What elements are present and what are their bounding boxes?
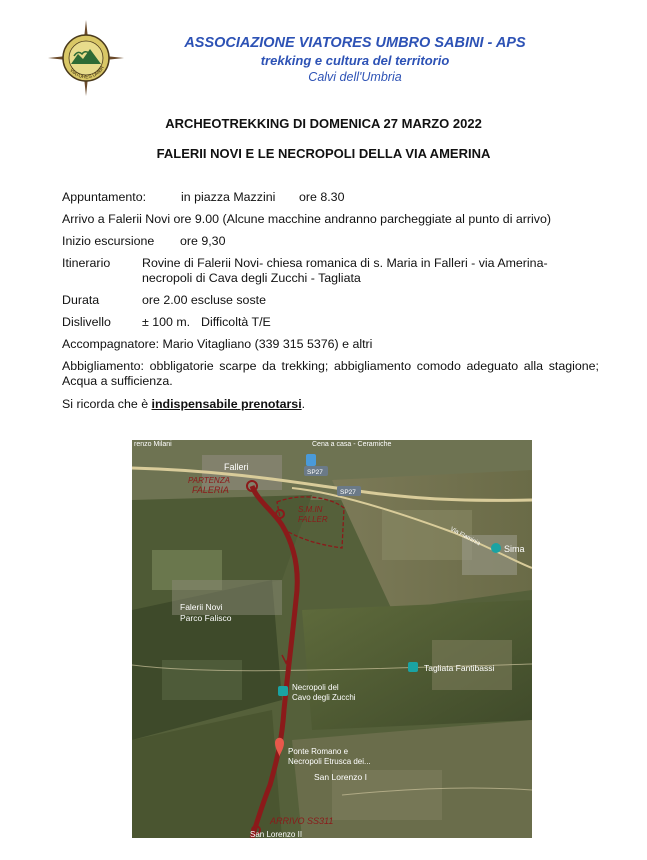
poi-icon-top bbox=[306, 454, 316, 466]
ricorda-emphasis: indispensabile prenotarsi bbox=[151, 397, 302, 411]
label-smaria-1: S.M.IN bbox=[298, 505, 323, 514]
label-parco-1: Falerii Novi bbox=[180, 602, 223, 612]
durata-label: Durata bbox=[62, 293, 100, 307]
route-map bbox=[132, 440, 532, 838]
label-tagliata: Tagliata Fantibassi bbox=[424, 663, 495, 673]
durata-value: ore 2.00 escluse soste bbox=[142, 293, 266, 307]
label-milani: renzo Milani bbox=[134, 441, 172, 448]
difficolta-value: Difficoltà T/E bbox=[201, 315, 271, 329]
label-cena: Cena a casa - Ceramiche bbox=[312, 441, 392, 448]
org-header bbox=[150, 34, 560, 85]
label-ponte-1: Ponte Romano e bbox=[288, 747, 349, 756]
label-parco-2: Parco Falisco bbox=[180, 613, 232, 623]
itinerario-line-1: Rovine di Falerii Novi- chiesa romanica di s. Maria in Falleri - via Amerina- bbox=[142, 256, 548, 270]
ricorda-text bbox=[62, 397, 305, 412]
arrivo-text: Arrivo a Falerii Novi ore 9.00 (Alcune macchine andranno parcheggiate al punto di arrivo) bbox=[62, 212, 552, 226]
accompagnatore-text: Accompagnatore: Mario Vitagliano (339 315 5376) e altri bbox=[62, 337, 373, 351]
appuntamento-row bbox=[62, 190, 146, 205]
label-sp27-top: SP27 bbox=[307, 469, 323, 476]
label-falleri: Falleri bbox=[224, 462, 249, 472]
sima-icon bbox=[491, 543, 501, 553]
itinerario-label: Itinerario bbox=[62, 256, 111, 270]
tagliata-icon bbox=[408, 662, 418, 672]
appuntamento-label: Appuntamento: bbox=[62, 190, 147, 204]
label-sanlorenzo2: San Lorenzo II bbox=[250, 830, 303, 838]
abbigliamento-text: Abbigliamento: obbligatorie scarpe da trekking; abbigliamento comodo adeguato alla stagione; Acqua a sufficienza. bbox=[62, 359, 599, 388]
event-subtitle: FALERII NOVI E LE NECROPOLI DELLA VIA AMERINA bbox=[156, 146, 491, 161]
label-sanlorenzo: San Lorenzo I bbox=[314, 772, 367, 782]
org-name: ASSOCIAZIONE VIATORES UMBRO SABINI - APS bbox=[184, 35, 526, 51]
event-title: ARCHEOTREKKING DI DOMENICA 27 MARZO 2022 bbox=[165, 116, 482, 131]
logo-text: VIATORES UMBR bbox=[68, 64, 106, 81]
ricorda-suffix: . bbox=[301, 397, 306, 411]
association-logo bbox=[46, 18, 126, 98]
org-tagline: trekking e cultura del territorio bbox=[260, 53, 450, 68]
itinerario-value bbox=[142, 256, 602, 286]
label-partenza-1: PARTENZA bbox=[188, 476, 230, 485]
itinerario-line-2: necropoli di Cava degli Zucchi - Tagliata bbox=[142, 271, 361, 285]
org-city: Calvi dell'Umbria bbox=[308, 70, 402, 84]
label-sp27-right: SP27 bbox=[340, 489, 356, 496]
label-via: Via Flaminia bbox=[449, 526, 481, 548]
label-necropoli-1: Necropoli del bbox=[292, 683, 339, 692]
label-necropoli-2: Cavo degli Zucchi bbox=[292, 693, 356, 702]
label-smaria-2: FALLER bbox=[298, 515, 328, 524]
dislivello-label: Dislivello bbox=[62, 315, 111, 329]
appuntamento-time: ore 8.30 bbox=[299, 190, 345, 204]
label-arrivo: ARRIVO SS311 bbox=[270, 816, 334, 826]
ricorda-prefix: Si ricorda che è bbox=[62, 397, 152, 411]
necropoli-icon bbox=[278, 686, 288, 696]
inizio-time: ore 9,30 bbox=[180, 234, 226, 248]
dislivello-value: ± 100 m. bbox=[142, 315, 191, 329]
label-sima: Sima bbox=[504, 544, 525, 554]
label-ponte-2: Necropoli Etrusca dei... bbox=[288, 757, 371, 766]
inizio-label: Inizio escursione bbox=[62, 234, 155, 248]
appuntamento-place: in piazza Mazzini bbox=[181, 190, 276, 204]
label-partenza-2: FALERIA bbox=[192, 485, 229, 495]
